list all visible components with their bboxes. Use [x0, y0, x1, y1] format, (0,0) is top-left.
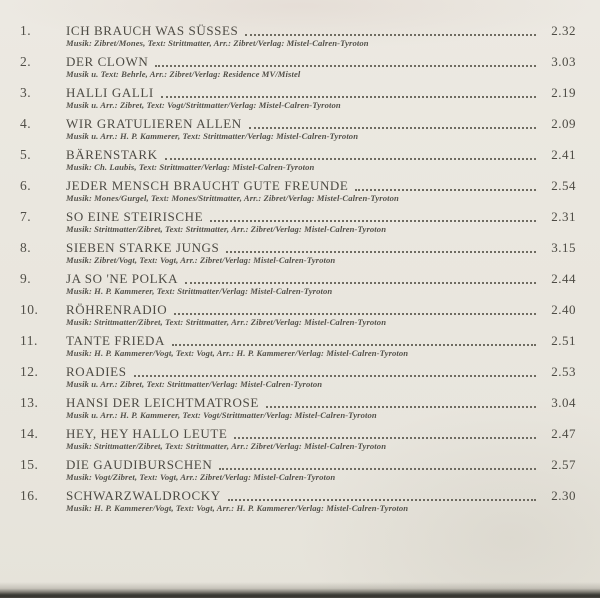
track-credits: Musik u. Arr.: H. P. Kammerer, Text: Strittmatter/Verlag: Mistel-Calren-Tyroton: [66, 131, 359, 141]
track-number: 2.: [20, 54, 32, 69]
track-credits: Musik: Zibret/Vogt, Text: Vogt, Arr.: Zibret/Verlag: Mistel-Calren-Tyroton: [66, 255, 336, 265]
track-duration: 2.31: [551, 209, 576, 224]
track-number: 5.: [20, 147, 32, 162]
track-number: 11.: [20, 333, 38, 348]
track-body: [66, 241, 576, 266]
track-duration: 2.30: [551, 488, 576, 503]
track-credits: Musik: Strittmatter/Zibret, Text: Strittmatter, Arr.: Zibret/Verlag: Mistel-Calren-Tyroton: [66, 317, 387, 327]
track-title-line: [66, 210, 576, 224]
track-credits: Musik u. Arr.: Zibret, Text: Vogt/Strittmatter/Verlag: Mistel-Calren-Tyroton: [66, 100, 341, 110]
dotted-leader: [185, 281, 536, 284]
track-title-line: [66, 489, 576, 503]
track-title-line: [66, 458, 576, 472]
dotted-leader: [165, 157, 536, 160]
track-credits: Musik: Vogt/Zibret, Text: Vogt, Arr.: Zibret/Verlag: Mistel-Calren-Tyroton: [66, 472, 336, 482]
track-title: TANTE FRIEDA: [66, 333, 165, 348]
dotted-leader: [245, 33, 536, 36]
track-title-line: [66, 117, 576, 131]
track-duration: 2.44: [551, 271, 576, 286]
track-row: [20, 241, 576, 266]
track-duration: 2.47: [551, 426, 576, 441]
dotted-leader: [161, 95, 536, 98]
track-title-line: [66, 24, 576, 38]
track-number: 6.: [20, 178, 32, 193]
track-row: [20, 86, 576, 111]
dotted-leader: [266, 405, 536, 408]
track-credits: Musik: Zibret/Mones, Text: Strittmatter, Arr.: Zibret/Verlag: Mistel-Calren-Tyroton: [66, 38, 369, 48]
dotted-leader: [172, 343, 536, 346]
track-title-line: [66, 365, 576, 379]
track-body: [66, 210, 576, 235]
track-body: [66, 24, 576, 49]
track-duration: 2.40: [551, 302, 576, 317]
track-title: DIE GAUDIBURSCHEN: [66, 457, 213, 472]
track-title-line: [66, 179, 576, 193]
track-duration: 3.15: [551, 240, 576, 255]
track-title-line: [66, 55, 576, 69]
track-number: 1.: [20, 23, 32, 38]
track-credits: Musik: H. P. Kammerer, Text: Strittmatter/Verlag: Mistel-Calren-Tyroton: [66, 286, 333, 296]
track-duration: 2.51: [551, 333, 576, 348]
track-row: [20, 458, 576, 483]
track-list: [20, 24, 576, 514]
track-duration: 2.54: [551, 178, 576, 193]
track-row: [20, 303, 576, 328]
track-row: [20, 117, 576, 142]
track-duration: 2.19: [551, 85, 576, 100]
track-number: 8.: [20, 240, 32, 255]
track-number: 13.: [20, 395, 39, 410]
track-body: [66, 396, 576, 421]
track-title-line: [66, 272, 576, 286]
track-title: ROADIES: [66, 364, 127, 379]
track-title-line: [66, 241, 576, 255]
track-title-line: [66, 86, 576, 100]
track-credits: Musik: Strittmatter/Zibret, Text: Strittmatter, Arr.: Zibret/Verlag: Mistel-Calren-Tyroton: [66, 441, 387, 451]
track-title: SO EINE STEIRISCHE: [66, 209, 204, 224]
track-title: DER CLOWN: [66, 54, 149, 69]
dotted-leader: [210, 219, 536, 222]
track-number: 9.: [20, 271, 32, 286]
track-title: ICH BRAUCH WAS SÜSSES: [66, 23, 239, 38]
track-row: [20, 210, 576, 235]
dotted-leader: [134, 374, 536, 377]
track-title-line: [66, 148, 576, 162]
track-credits: Musik: Mones/Gurgel, Text: Mones/Strittmatter, Arr.: Zibret/Verlag: Mistel-Calren-Tyroton: [66, 193, 399, 203]
track-row: [20, 489, 576, 514]
track-title: RÖHRENRADIO: [66, 302, 168, 317]
track-number: 14.: [20, 426, 39, 441]
track-number: 7.: [20, 209, 32, 224]
track-title-line: [66, 427, 576, 441]
track-body: [66, 334, 576, 359]
track-row: [20, 365, 576, 390]
track-title: BÄRENSTARK: [66, 147, 158, 162]
track-title: HANSI DER LEICHTMATROSE: [66, 395, 259, 410]
dotted-leader: [355, 188, 536, 191]
track-duration: 2.32: [551, 23, 576, 38]
track-body: [66, 303, 576, 328]
track-title-line: [66, 396, 576, 410]
track-credits: Musik: Ch. Laubis, Text: Strittmatter/Verlag: Mistel-Calren-Tyroton: [66, 162, 315, 172]
track-body: [66, 148, 576, 173]
track-body: [66, 272, 576, 297]
track-duration: 3.03: [551, 54, 576, 69]
track-row: [20, 179, 576, 204]
track-duration: 2.53: [551, 364, 576, 379]
track-row: [20, 24, 576, 49]
dotted-leader: [228, 498, 536, 501]
track-credits: Musik u. Arr.: H. P. Kammerer, Text: Vogt/Strittmatter/Verlag: Mistel-Calren-Tyroton: [66, 410, 377, 420]
track-row: [20, 55, 576, 80]
track-row: [20, 334, 576, 359]
track-duration: 3.04: [551, 395, 576, 410]
track-number: 4.: [20, 116, 32, 131]
track-title: SIEBEN STARKE JUNGS: [66, 240, 220, 255]
track-body: [66, 86, 576, 111]
track-body: [66, 179, 576, 204]
track-number: 10.: [20, 302, 39, 317]
track-credits: Musik: H. P. Kammerer/Vogt, Text: Vogt, Arr.: H. P. Kammerer/Verlag: Mistel-Calren-Tyroton: [66, 503, 409, 513]
dotted-leader: [219, 467, 536, 470]
track-credits: Musik: Strittmatter/Zibret, Text: Strittmatter, Arr.: Zibret/Verlag: Mistel-Calren-Tyroton: [66, 224, 387, 234]
track-row: [20, 148, 576, 173]
track-number: 15.: [20, 457, 39, 472]
track-duration: 2.09: [551, 116, 576, 131]
dotted-leader: [155, 64, 536, 67]
dotted-leader: [234, 436, 536, 439]
track-title-line: [66, 303, 576, 317]
track-number: 12.: [20, 364, 39, 379]
track-credits: Musik u. Text: Behrle, Arr.: Zibret/Verlag: Residence MV/Mistel: [66, 69, 301, 79]
track-credits: Musik: H. P. Kammerer/Vogt, Text: Vogt, Arr.: H. P. Kammerer/Verlag: Mistel-Calren-Tyroton: [66, 348, 409, 358]
track-duration: 2.41: [551, 147, 576, 162]
track-body: [66, 489, 576, 514]
track-body: [66, 55, 576, 80]
track-duration: 2.57: [551, 457, 576, 472]
track-title: JEDER MENSCH BRAUCHT GUTE FREUNDE: [66, 178, 349, 193]
track-row: [20, 396, 576, 421]
scan-edge-shadow: [0, 582, 600, 598]
dotted-leader: [226, 250, 536, 253]
track-title: WIR GRATULIEREN ALLEN: [66, 116, 242, 131]
track-title: JA SO 'NE POLKA: [66, 271, 179, 286]
track-body: [66, 427, 576, 452]
dotted-leader: [249, 126, 536, 129]
track-number: 16.: [20, 488, 39, 503]
track-body: [66, 365, 576, 390]
track-credits: Musik u. Arr.: Zibret, Text: Strittmatter/Verlag: Mistel-Calren-Tyroton: [66, 379, 323, 389]
track-body: [66, 117, 576, 142]
dotted-leader: [174, 312, 536, 315]
track-body: [66, 458, 576, 483]
track-title: HEY, HEY HALLO LEUTE: [66, 426, 228, 441]
track-title: SCHWARZWALDROCKY: [66, 488, 221, 503]
track-row: [20, 427, 576, 452]
track-number: 3.: [20, 85, 32, 100]
track-title-line: [66, 334, 576, 348]
track-title: HALLI GALLI: [66, 85, 154, 100]
track-row: [20, 272, 576, 297]
